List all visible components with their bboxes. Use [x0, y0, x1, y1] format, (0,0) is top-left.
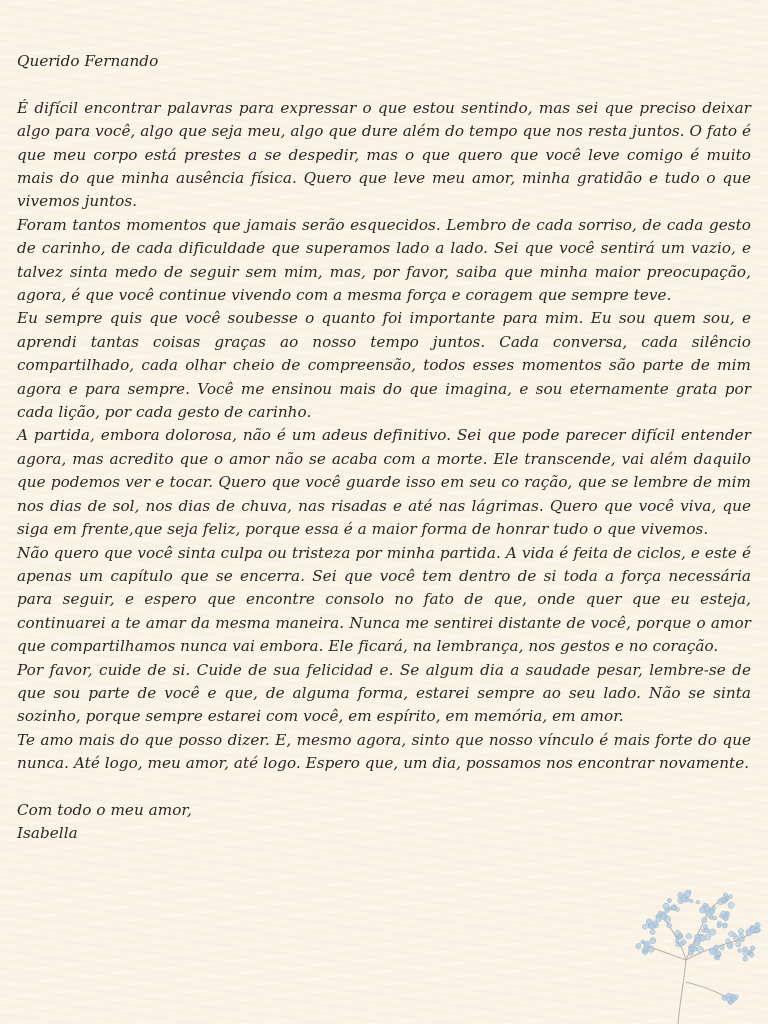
babys-breath-flower-icon — [630, 890, 765, 1024]
letter-paragraph: A partida, embora dolorosa, não é um adeus definitivo. Sei que pode parecer difícil entender agora, mas acredito que o amor não se acaba com a morte. Ele transcende, vai além daquilo que podemos ver e tocar. Quero que você guarde isso em seu co ração, que se lembre de mim nos dias de sol, nos dias de chuva, nas risadas e até nas lágrimas. Quero que você viva, que siga em frente,que seja feliz, porque essa é a maior forma de honrar tudo o que vivemos. — [17, 426, 751, 539]
letter — [17, 50, 751, 846]
letter-paragraph: É difícil encontrar palavras para expressar o que estou sentindo, mas sei que preciso deixar algo para você, algo que seja meu, algo que dure além do tempo que nos resta juntos. O fato é que meu corpo está prestes a se despedir, mas o que quero que você leve comigo é muito mais do que minha ausência física. Quero que leve meu amor, minha gratidão e tudo o que vivemos juntos. — [17, 98, 751, 211]
letter-body — [17, 97, 751, 776]
letter-paragraph: Foram tantos momentos que jamais serão esquecidos. Lembro de cada sorriso, de cada gesto de carinho, de cada dificuldade que superamos lado a lado. Sei que você sentirá um vazio, e talvez sinta medo de seguir sem mim, mas, por favor, saiba que minha maior preocupação, agora, é que você continue vivendo com a mesma força e coragem que sempre teve. — [17, 215, 751, 305]
flower-blossoms — [636, 890, 761, 1005]
letter-paragraph: Não quero que você sinta culpa ou tristeza por minha partida. A vida é feita de ciclos, e este é apenas um capítulo que se encerra. Sei que você tem dentro de si toda a força necessária para seguir, e espero que encontre consolo no fato de que, onde quer que eu esteja, continuarei a te amar da mesma maneira. Nunca me sentirei distante de você, porque o amor que compartilhamos nunca vai embora. Ele ficará, na lembrança, nos gestos e no coração. — [17, 543, 751, 656]
letter-greeting: Querido Fernando — [17, 52, 159, 70]
letter-closing-block — [17, 799, 751, 846]
letter-paragraph: Por favor, cuide de si. Cuide de sua felicidad e. Se algum dia a saudade pesar, lembre-se de que sou parte de você e que, de alguma forma, estarei sempre ao seu lado. Não se sinta sozinho, porque sempre estarei com você, em espírito, em memória, em amor. — [17, 660, 751, 726]
letter-closing: Com todo o meu amor, — [17, 800, 192, 819]
letter-signature: Isabella — [17, 824, 78, 843]
letter-paragraph: Te amo mais do que posso dizer. E, mesmo agora, sinto que nosso vínculo é mais forte do que nunca. Até logo, meu amor, até logo. Espero que, um dia, possamos nos encontrar novamente. — [17, 730, 751, 773]
letter-paragraph: Eu sempre quis que você soubesse o quanto foi importante para mim. Eu sou quem sou, e aprendi tantas coisas graças ao nosso tempo juntos. Cada conversa, cada silêncio compartilhado, cada olhar cheio de compreensão, todos esses momentos são parte de mim agora e para sempre. Você me ensinou mais do que imagina, e sou eternamente grata por cada lição, por cada gesto de carinho. — [17, 309, 751, 422]
